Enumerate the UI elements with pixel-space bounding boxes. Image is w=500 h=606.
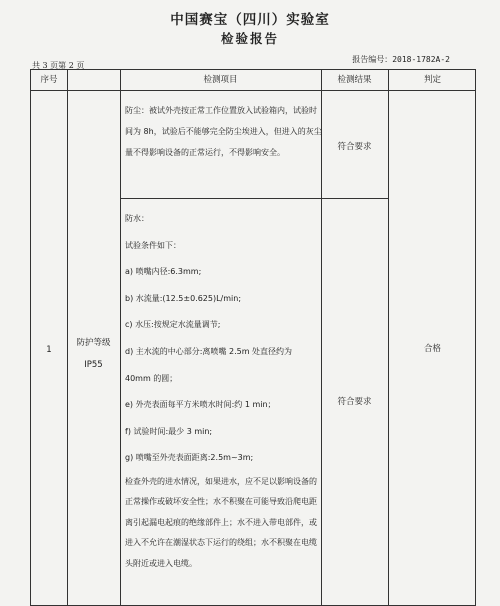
- water-test-result: 符合要求: [337, 397, 372, 407]
- report-title: 检验报告: [220, 31, 279, 46]
- column-header-verdict: 判定: [423, 75, 441, 85]
- condition-item: e) 外壳表面每平方米喷水时间:约 1 min；: [125, 400, 276, 410]
- verdict-cell: 合格: [423, 344, 441, 354]
- dust-test-result: 符合要求: [337, 142, 372, 152]
- row-index: 1: [46, 345, 52, 355]
- condition-item: 40mm 的圆；: [125, 373, 178, 383]
- condition-item: f) 试验时间:最少 3 min;: [125, 426, 213, 436]
- column-divider: [388, 70, 389, 605]
- water-test-description: [125, 206, 323, 574]
- column-header-item: 检测项目: [203, 75, 238, 85]
- category-line-1: 防护等级: [76, 338, 111, 348]
- lab-name: 中国赛宝（四川）实验室: [170, 12, 330, 28]
- column-divider: [120, 70, 121, 605]
- water-inspection-criteria: 检查外壳的进水情况，如果进水，应不足以影响设备的正常操作或破坏安全性；水不积聚在可能导致沿爬电距离引起漏电起痕的绝缘部件上；水不进入带电部件，或进入不允许在潮湿状态下运行的绕组；水不积聚在电缆头附近或进入电缆。: [125, 476, 317, 568]
- header-divider: [31, 90, 475, 91]
- item-divider: [120, 198, 388, 199]
- condition-item: d) 主水流的中心部分:离喷嘴 2.5m 处直径约为: [125, 346, 293, 356]
- water-conditions-intro: 试验条件如下：: [125, 240, 181, 250]
- water-test-title: 防水：: [125, 214, 149, 223]
- page-info: 共 3 页第 2 页: [32, 61, 85, 70]
- dust-test-description: 防尘：被试外壳按正常工作位置放入试验箱内，试验时间为 8h，试验后不能够完全防尘埃进入，但进入的灰尘量不得影响设备的正常运行，不得影响安全。: [125, 106, 322, 157]
- condition-item: b) 水流量:(12.5±0.625)L/min;: [125, 293, 242, 303]
- category-line-2: IP55: [84, 360, 103, 370]
- condition-item: a) 喷嘴内径:6.3mm;: [125, 267, 202, 277]
- condition-item: c) 水压:按规定水流量调节;: [125, 320, 221, 330]
- report-number: 报告编号：2018-1782A-2: [352, 55, 450, 64]
- column-header-result: 检测结果: [337, 75, 372, 85]
- category-cell: [67, 332, 120, 376]
- column-header-index: 序号: [40, 75, 58, 85]
- test-results-table: [30, 69, 476, 606]
- condition-item: g) 喷嘴至外壳表面距离:2.5m~3m;: [125, 453, 254, 463]
